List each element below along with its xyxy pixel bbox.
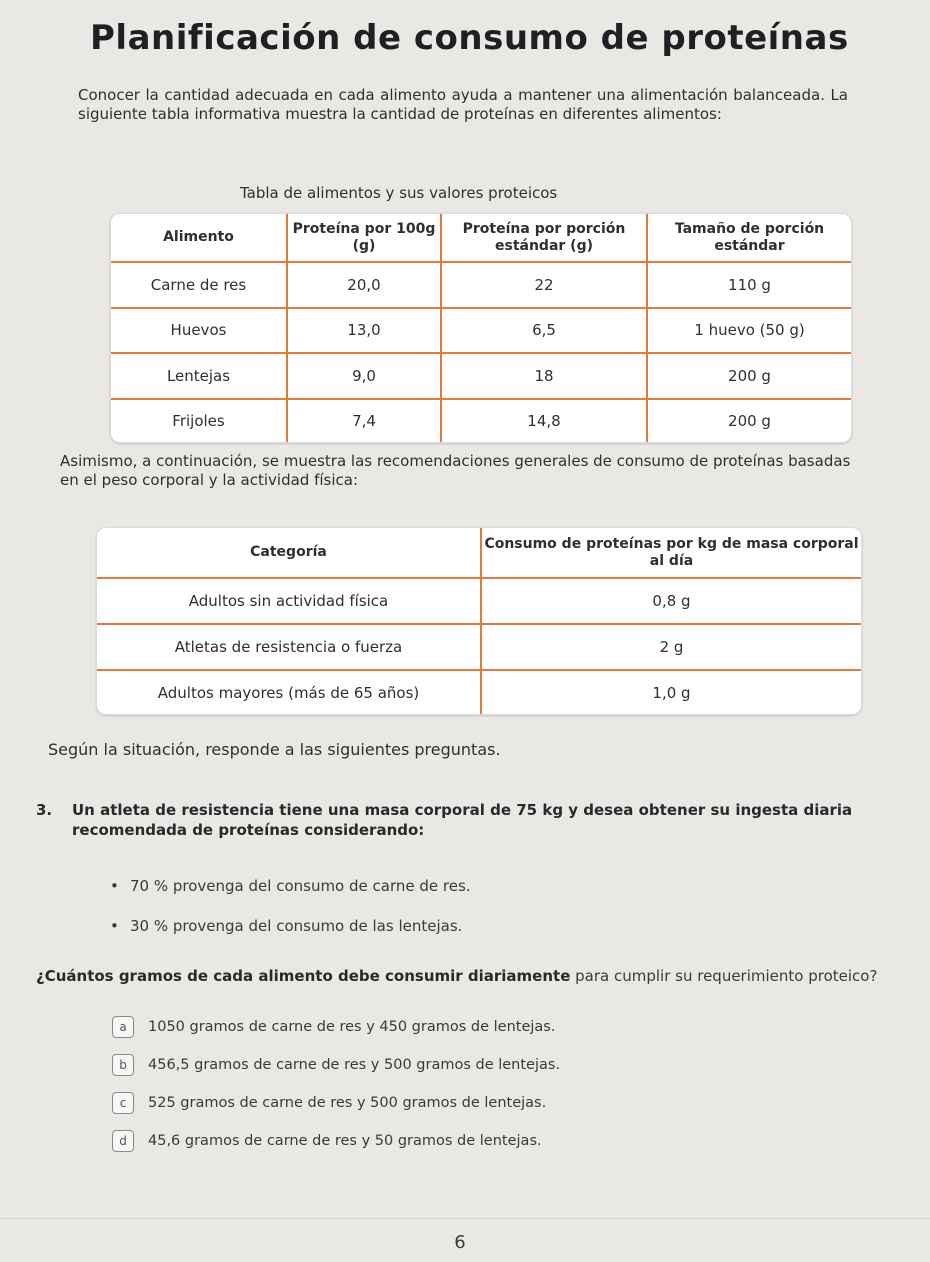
table-row xyxy=(111,353,851,399)
intro-paragraph: Conocer la cantidad adecuada en cada alimento ayuda a mantener una alimentación balanceada. La siguiente tabla informativa muestra la cantidad de proteínas en diferentes alimentos: xyxy=(78,86,848,123)
table-cell: 22 xyxy=(441,262,647,308)
table2-header-category: Categoría xyxy=(97,528,481,578)
list-item xyxy=(110,874,810,914)
answer-options xyxy=(112,1008,812,1160)
table1-header-portion-size: Tamaño de porción estándar xyxy=(647,214,851,262)
table1-header-per-portion: Proteína por porción estándar (g) xyxy=(441,214,647,262)
bullet-icon: • xyxy=(110,917,119,935)
option-letter[interactable]: c xyxy=(112,1092,134,1114)
question-number: 3. xyxy=(36,801,53,819)
option-c[interactable] xyxy=(112,1084,812,1122)
table-cell: 0,8 g xyxy=(481,578,861,624)
question-prompt xyxy=(36,966,886,987)
table-row xyxy=(111,308,851,354)
table-cell: 9,0 xyxy=(287,353,441,399)
option-letter[interactable]: d xyxy=(112,1130,134,1152)
table-cell: Adultos sin actividad física xyxy=(97,578,481,624)
table-cell: 1 huevo (50 g) xyxy=(647,308,851,354)
condition-text: 30 % provenga del consumo de las lentejas. xyxy=(130,917,463,935)
option-text: 1050 gramos de carne de res y 450 gramos de lentejas. xyxy=(148,1019,556,1035)
option-letter[interactable]: a xyxy=(112,1016,134,1038)
option-b[interactable] xyxy=(112,1046,812,1084)
table-cell: 1,0 g xyxy=(481,670,861,714)
list-item xyxy=(110,914,810,954)
table-row xyxy=(111,399,851,442)
table-cell: 200 g xyxy=(647,399,851,442)
table-cell: 200 g xyxy=(647,353,851,399)
instructions: Según la situación, responde a las siguientes preguntas. xyxy=(48,740,501,759)
table-cell: 110 g xyxy=(647,262,851,308)
table-cell: 14,8 xyxy=(441,399,647,442)
table-row xyxy=(111,262,851,308)
footer-divider xyxy=(0,1218,930,1219)
option-text: 456,5 gramos de carne de res y 500 gramos de lentejas. xyxy=(148,1057,561,1073)
question-3 xyxy=(36,800,886,840)
table-row xyxy=(97,670,861,714)
option-text: 525 gramos de carne de res y 500 gramos de lentejas. xyxy=(148,1095,547,1111)
page-title: Planificación de consumo de proteínas xyxy=(90,18,849,58)
prompt-rest: para cumplir su requerimiento proteico? xyxy=(570,967,878,985)
table-cell: Adultos mayores (más de 65 años) xyxy=(97,670,481,714)
table-row xyxy=(97,578,861,624)
table-cell: 2 g xyxy=(481,624,861,670)
question-text: Un atleta de resistencia tiene una masa corporal de 75 kg y desea obtener su ingesta diaria recomendada de proteínas considerando: xyxy=(72,801,853,839)
table-cell: 18 xyxy=(441,353,647,399)
bullet-icon: • xyxy=(110,877,119,895)
table2-header-consumption: Consumo de proteínas por kg de masa corporal al día xyxy=(481,528,861,578)
option-text: 45,6 gramos de carne de res y 50 gramos de lentejas. xyxy=(148,1133,542,1149)
option-d[interactable] xyxy=(112,1122,812,1160)
condition-text: 70 % provenga del consumo de carne de res. xyxy=(130,877,471,895)
table1-title: Tabla de alimentos y sus valores proteicos xyxy=(240,184,558,202)
recommendations-paragraph: Asimismo, a continuación, se muestra las recomendaciones generales de consumo de proteínas basadas en el peso corporal y la actividad física: xyxy=(60,452,851,489)
table-cell: Atletas de resistencia o fuerza xyxy=(97,624,481,670)
table1-header-food: Alimento xyxy=(111,214,287,262)
protein-foods-table xyxy=(110,213,852,443)
table-cell: Carne de res xyxy=(111,262,287,308)
table-row xyxy=(97,624,861,670)
table-cell: Lentejas xyxy=(111,353,287,399)
table-cell: 6,5 xyxy=(441,308,647,354)
option-letter[interactable]: b xyxy=(112,1054,134,1076)
option-a[interactable] xyxy=(112,1008,812,1046)
table-cell: 20,0 xyxy=(287,262,441,308)
page-number: 6 xyxy=(454,1232,466,1253)
table-cell: Huevos xyxy=(111,308,287,354)
table-cell: 7,4 xyxy=(287,399,441,442)
table-cell: 13,0 xyxy=(287,308,441,354)
question-conditions xyxy=(110,874,810,954)
protein-recommendations-table xyxy=(96,527,862,715)
table1-header-per100: Proteína por 100g (g) xyxy=(287,214,441,262)
table-cell: Frijoles xyxy=(111,399,287,442)
prompt-bold: ¿Cuántos gramos de cada alimento debe consumir diariamente xyxy=(36,967,571,985)
